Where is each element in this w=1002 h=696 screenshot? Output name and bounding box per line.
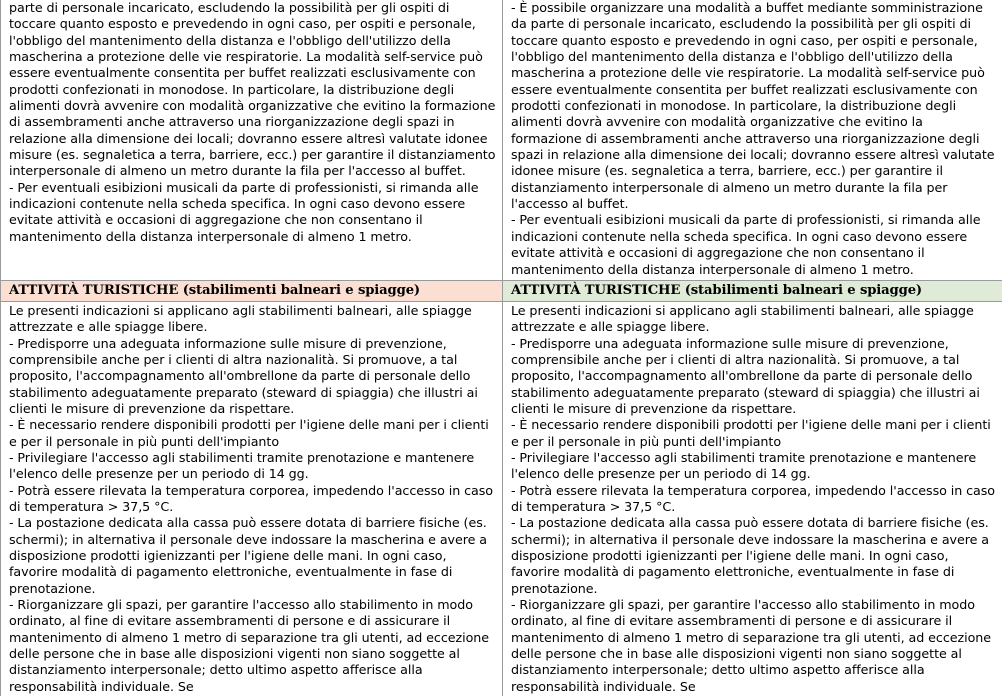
paragraph: - Potrà essere rilevata la temperatura corporea, impedendo l'accesso in caso di temperatura > 37,5 °C. xyxy=(9,483,496,516)
paragraph: - La postazione dedicata alla cassa può essere dotata di barriere fisiche (es. schermi); in alternativa il personale deve indossare la mascherina e avere a disposizione prodotti igienizzanti per l'igiene delle mani. In ogni caso, favorire modalità di pagamento elettroniche, eventualmente in fase di prenotazione. xyxy=(511,515,996,597)
paragraph: - Predisporre una adeguata informazione sulle misure di prevenzione, comprensibile anche per i clienti di altra nazionalità. Si promuove, a tal proposito, l'accompagnamento all'ombrellone da parte di personale dello stabilimento adeguatamente preparato (steward di spiaggia) che illustri ai clienti le misure di prevenzione da rispettare. xyxy=(511,336,996,418)
cell-right-continuation xyxy=(503,0,1002,280)
paragraph: - Privilegiare l'accesso agli stabilimenti tramite prenotazione e mantenere l'elenco delle presenze per un periodo di 14 gg. xyxy=(9,450,496,483)
cell-right-section-body xyxy=(503,301,1002,696)
table-row-section-heading xyxy=(1,280,1002,301)
paragraph: - È possibile organizzare una modalità a buffet mediante somministrazione da parte di personale incaricato, escludendo la possibilità per gli ospiti di toccare quanto esposto e prevedendo in ogni caso, per ospiti e personale, l'obbligo del mantenimento della distanza e l'obbligo dell'utilizzo della mascherina a protezione delle vie respiratorie. La modalità self-service può essere eventualmente consentita per buffet realizzati esclusivamente con prodotti confezionati in monodose. In particolare, la distribuzione degli alimenti dovrà avvenire con modalità organizzative che evitino la formazione di assembramenti anche attraverso una riorganizzazione degli spazi in relazione alla dimensione dei locali; dovranno essere altresì valutate idonee misure (es. segnaletica a terra, barriere, ecc.) per garantire il distanziamento interpersonale di almeno un metro durante la fila per l'accesso al buffet. xyxy=(511,0,996,212)
paragraph: - Potrà essere rilevata la temperatura corporea, impedendo l'accesso in caso di temperatura > 37,5 °C. xyxy=(511,483,996,516)
paragraph: - Riorganizzare gli spazi, per garantire l'accesso allo stabilimento in modo ordinato, al fine di evitare assembramenti di persone e di assicurare il mantenimento di almeno 1 metro di separazione tra gli utenti, ad eccezione delle persone che in base alle disposizioni vigenti non siano soggette al distanziamento interpersonale; detto ultimo aspetto afferisce alla responsabilità individuale. Se xyxy=(9,597,496,695)
paragraph: - Per eventuali esibizioni musicali da parte di professionisti, si rimanda alle indicazioni contenute nella scheda specifica. In ogni caso devono essere evitate attività e occasioni di aggregazione che non consentano il mantenimento della distanza interpersonale di almeno 1 metro. xyxy=(511,212,996,277)
paragraph: parte di personale incaricato, escludendo la possibilità per gli ospiti di toccare quanto esposto e prevedendo in ogni caso, per ospiti e personale, l'obbligo del mantenimento della distanza e l'obbligo dell'utilizzo della mascherina a protezione delle vie respiratorie. La modalità self-service può essere eventualmente consentita per buffet realizzati esclusivamente con prodotti confezionati in monodose. In particolare, la distribuzione degli alimenti dovrà avvenire con modalità organizzative che evitino la formazione di assembramenti anche attraverso una riorganizzazione degli spazi in relazione alla dimensione dei locali; dovranno essere altresì valutate idonee misure (es. segnaletica a terra, barriere, ecc.) per garantire il distanziamento interpersonale di almeno un metro durante la fila per l'accesso al buffet. xyxy=(9,0,496,180)
paragraph: - È necessario rendere disponibili prodotti per l'igiene delle mani per i clienti e per il personale in più punti dell'impianto xyxy=(511,417,996,450)
paragraph: - Riorganizzare gli spazi, per garantire l'accesso allo stabilimento in modo ordinato, al fine di evitare assembramenti di persone e di assicurare il mantenimento di almeno 1 metro di separazione tra gli utenti, ad eccezione delle persone che in base alle disposizioni vigenti non siano soggette al distanziamento interpersonale; detto ultimo aspetto afferisce alla responsabilità individuale. Se xyxy=(511,597,996,695)
paragraph: - Predisporre una adeguata informazione sulle misure di prevenzione, comprensibile anche per i clienti di altra nazionalità. Si promuove, a tal proposito, l'accompagnamento all'ombrellone da parte di personale dello stabilimento adeguatamente preparato (steward di spiaggia) che illustri ai clienti le misure di prevenzione da rispettare. xyxy=(9,336,496,418)
paragraph: - È necessario rendere disponibili prodotti per l'igiene delle mani per i clienti e per il personale in più punti dell'impianto xyxy=(9,417,496,450)
table-row-section-body xyxy=(1,301,1002,696)
paragraph: Le presenti indicazioni si applicano agli stabilimenti balneari, alle spiagge attrezzate e alle spiagge libere. xyxy=(511,303,996,336)
paragraph: - La postazione dedicata alla cassa può essere dotata di barriere fisiche (es. schermi); in alternativa il personale deve indossare la mascherina e avere a disposizione prodotti igienizzanti per l'igiene delle mani. In ogni caso, favorire modalità di pagamento elettroniche, eventualmente in fase di prenotazione. xyxy=(9,515,496,597)
cell-left-section-body xyxy=(1,301,503,696)
paragraph: - Per eventuali esibizioni musicali da parte di professionisti, si rimanda alle indicazioni contenute nella scheda specifica. In ogni caso devono essere evitate attività e occasioni di aggregazione che non consentano il mantenimento della distanza interpersonale di almeno 1 metro. xyxy=(9,180,496,245)
cell-left-continuation xyxy=(1,0,503,280)
section-heading-right: ATTIVITÀ TURISTICHE (stabilimenti balneari e spiagge) xyxy=(511,283,996,299)
paragraph: - Privilegiare l'accesso agli stabilimenti tramite prenotazione e mantenere l'elenco delle presenze per un periodo di 14 gg. xyxy=(511,450,996,483)
table-row-continuation xyxy=(1,0,1002,280)
paragraph: Le presenti indicazioni si applicano agli stabilimenti balneari, alle spiagge attrezzate e alle spiagge libere. xyxy=(9,303,496,336)
cell-left-section-heading xyxy=(1,280,503,301)
section-heading-left: ATTIVITÀ TURISTICHE (stabilimenti balneari e spiagge) xyxy=(9,283,496,299)
cell-right-section-heading xyxy=(503,280,1002,301)
